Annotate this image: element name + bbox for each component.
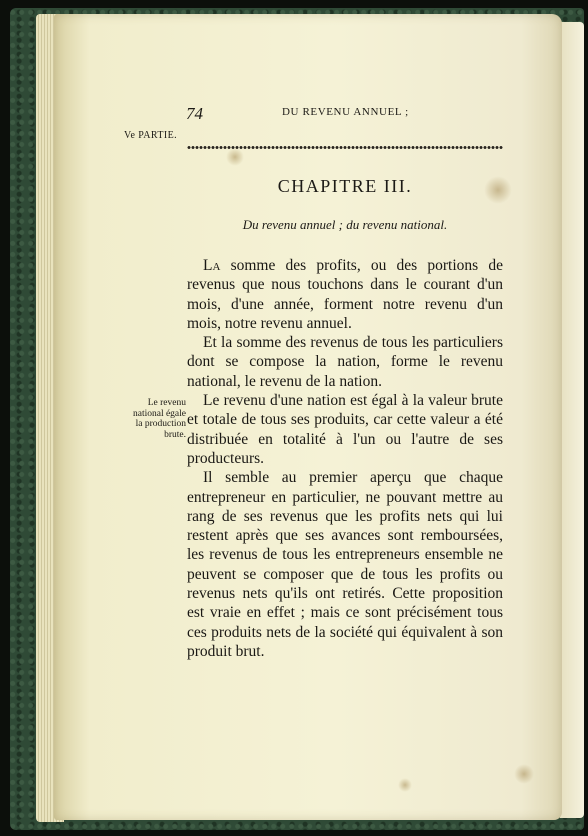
- foxing-spot: [514, 764, 534, 784]
- margin-note-line: la production: [135, 419, 186, 429]
- chapter-subtitle: Du revenu annuel ; du revenu national.: [242, 217, 448, 232]
- paragraph: [187, 256, 503, 333]
- margin-note-line: Le revenu: [147, 398, 186, 408]
- margin-note-line: brute.: [164, 429, 186, 440]
- page-number: 74: [186, 104, 203, 123]
- paragraph: Et la somme des revenus de tous les particuliers dont se compose la nation, forme le revenu national, le revenu de la nation.: [187, 334, 503, 390]
- paragraph: Le revenu d'une nation est égal à la valeur brute et totale de tous ses produits, car cette valeur a été distribuée en totalité à l'un ou l'autre de ses producteurs.: [187, 392, 503, 467]
- paragraph: Il semble au premier aperçu que chaque entrepreneur en particulier, ne pouvant mettre au rang de ses revenus que les profits nets qui lui restent après que ses avances sont remboursées, les revenus de tous les entrepreneurs ensemble ne peuvent se composer que de tous les profits ou revenus nets qu'ils ont retirés. Cette proposition est vraie en effet ; mais ce sont précisément tous ces produits nets de la société qui équivalent à son produit brut.: [187, 469, 503, 660]
- part-label: Ve PARTIE.: [124, 130, 178, 141]
- margin-note-line: national égale: [132, 408, 186, 419]
- margin-note: [112, 398, 186, 440]
- facing-page-edge: [560, 22, 584, 818]
- foxing-spot: [398, 778, 412, 792]
- body-text: [187, 256, 503, 661]
- dotted-rule: [187, 145, 503, 150]
- chapter-title: CHAPITRE III.: [277, 176, 413, 196]
- paragraph-text: somme des profits, ou des portions de revenus que nous touchons dans le courant d'un mois, d'une année, forment notre revenu d'un mois, notre revenu annuel.: [187, 257, 503, 332]
- page-header: [186, 104, 502, 124]
- running-head: DU REVENU ANNUEL ;: [282, 106, 409, 118]
- dropcap-word: La: [203, 257, 221, 274]
- foxing-spot: [226, 148, 244, 166]
